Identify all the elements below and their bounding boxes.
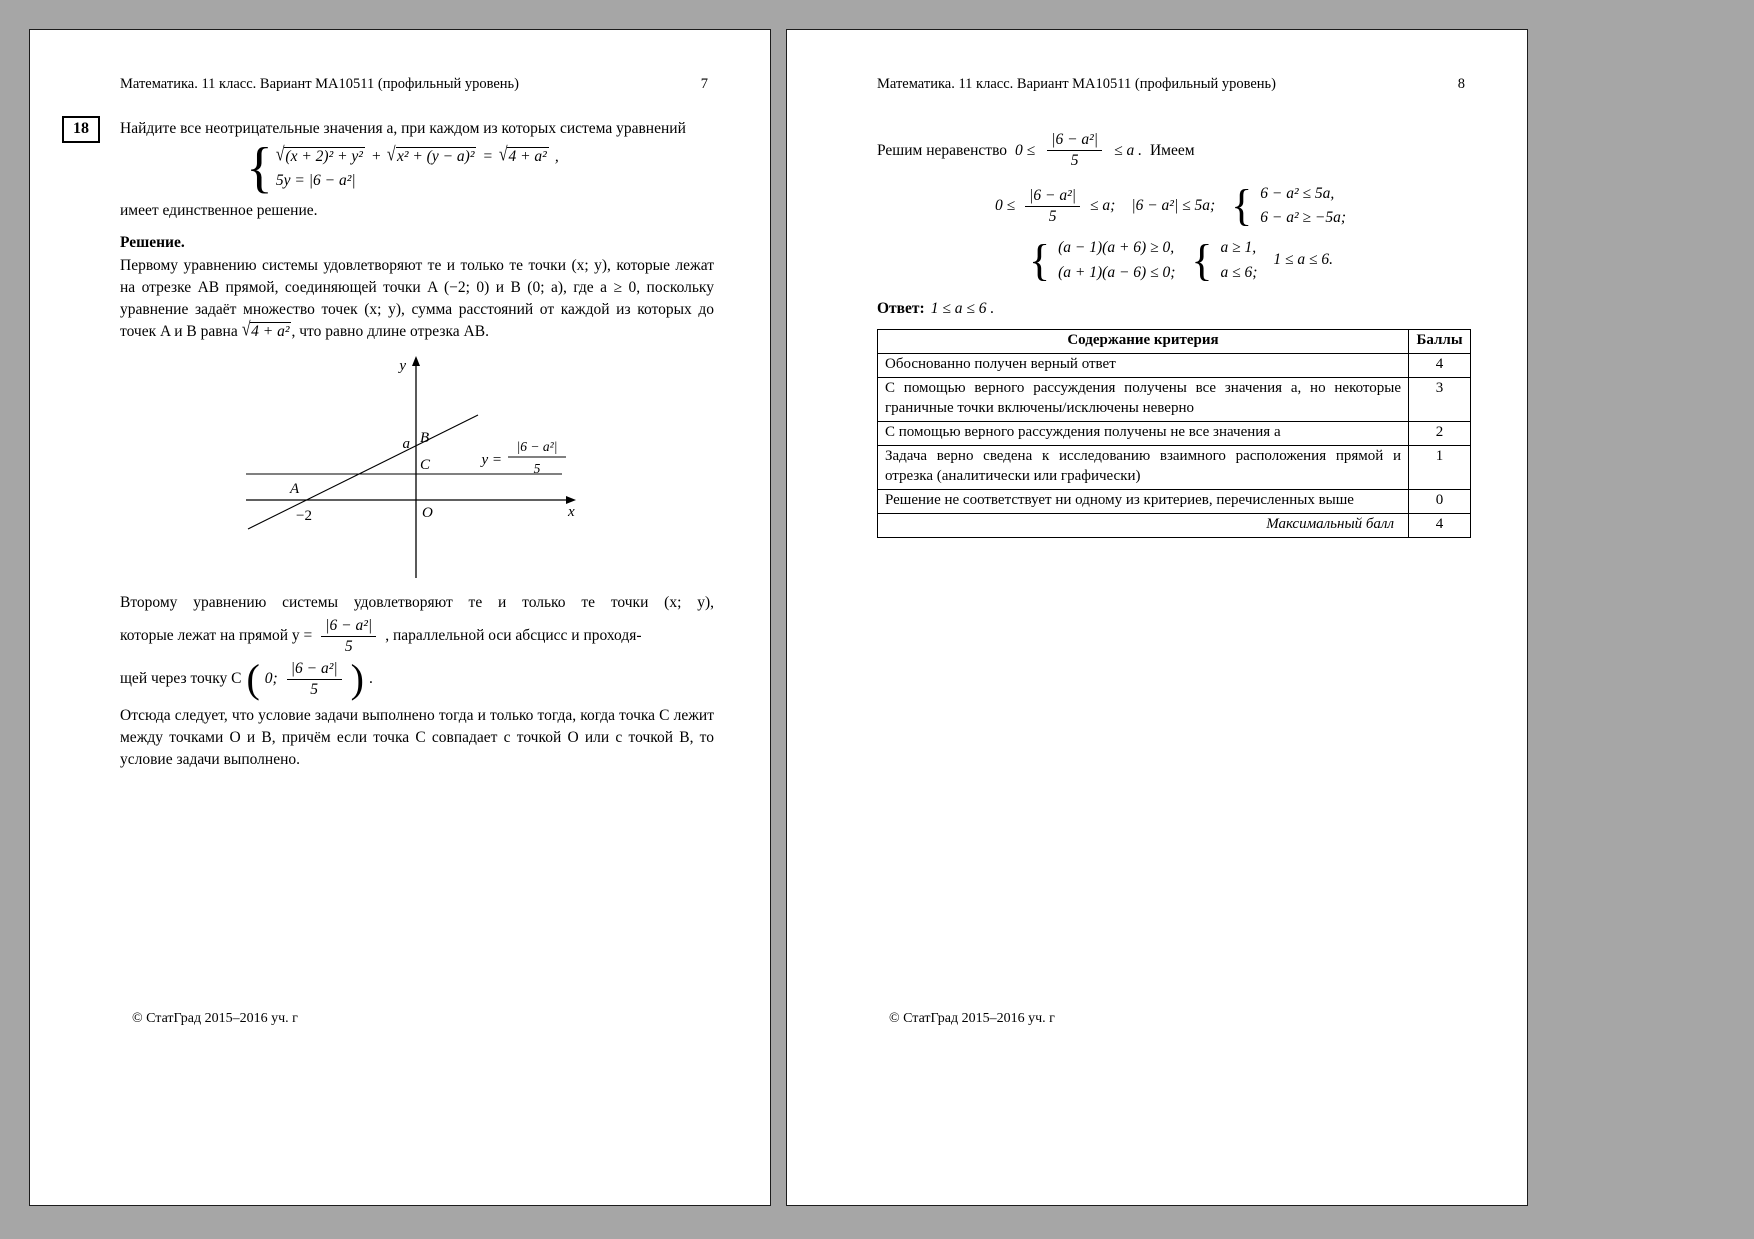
system-1-line-2: 6 − a² ≥ −5a; <box>1260 209 1346 227</box>
system-brace: { <box>1029 235 1051 285</box>
plus-sign: + <box>370 147 382 165</box>
radical-sign: √ <box>241 318 251 340</box>
fraction <box>1025 186 1080 227</box>
fraction-denominator: 5 <box>310 681 319 698</box>
radical-1 <box>275 143 365 168</box>
equals-sign: = <box>482 147 493 165</box>
system-3 <box>1191 237 1257 283</box>
page7-header <box>120 76 708 93</box>
criteria-column-header: Содержание критерия <box>878 330 1409 354</box>
page-8 <box>786 29 1528 1206</box>
inline-radical <box>241 318 292 340</box>
criterion-text: Решение не соответствует ни одному из критериев, перечисленных выше <box>878 489 1409 513</box>
max-score-value: 4 <box>1409 513 1471 537</box>
math-line-1 <box>995 183 1471 229</box>
table-row <box>878 489 1471 513</box>
paragraph-2-text-a: которые лежат на прямой y = <box>120 627 313 645</box>
fraction-denominator: 5 <box>344 638 353 656</box>
problem-number-box: 18 <box>62 116 100 143</box>
line-equation-prefix: y = <box>481 452 502 469</box>
page-number: 7 <box>700 76 708 92</box>
math-1a: 0 ≤ <box>995 197 1016 215</box>
paragraph-2-text-b: , параллельной оси абсцисс и проходя- <box>385 627 642 645</box>
radical-3 <box>498 143 549 168</box>
minus-two-label: −2 <box>296 508 312 525</box>
final-interval: 1 ≤ a ≤ 6. <box>1273 251 1334 269</box>
figure-labels <box>289 358 575 524</box>
system-2-line-2: (a + 1)(a − 6) ≤ 0; <box>1058 263 1176 281</box>
x-axis-label: x <box>568 504 575 521</box>
system-3-line-1: a ≥ 1, <box>1220 239 1257 257</box>
inequality-intro-line <box>877 130 1471 171</box>
page-number: 8 <box>1457 76 1465 92</box>
after-system-text: имеет единственное решение. <box>120 202 318 220</box>
criterion-score: 3 <box>1409 378 1471 422</box>
system-lines <box>275 143 559 192</box>
fraction-numerator: |6 − a²| <box>1047 130 1102 151</box>
criterion-score: 1 <box>1409 445 1471 489</box>
answer-label: Ответ: <box>877 299 925 317</box>
solution-paragraph-3: Отсюда следует, что условие задачи выполнено тогда и только тогда, когда точка C лежит между точками O и B, причём если точка C совпадает с точкой O или с точкой B, то условие задачи выполнено. <box>120 707 714 768</box>
paragraph-2-text-c: щей через точку C <box>120 670 242 688</box>
origin-label: O <box>422 505 433 522</box>
segment-line-ab <box>248 415 478 529</box>
a-value-label: a <box>402 436 410 453</box>
math-1b: ≤ a; <box>1090 197 1116 215</box>
inline-fraction <box>287 659 342 700</box>
problem-statement: Найдите все неотрицательные значения a, при каждом из которых система уравнений <box>120 120 686 137</box>
math-line-2 <box>1029 237 1471 283</box>
system-equation-1 <box>275 143 559 168</box>
line-equation-denominator: 5 <box>533 461 541 477</box>
intro-math-right: ≤ a . <box>1114 141 1142 159</box>
solution-paragraph-2 <box>120 592 714 699</box>
system-brace: { <box>1191 235 1213 285</box>
header-title: Математика. 11 класс. Вариант МА10511 (профильный уровень) <box>877 76 1276 92</box>
paragraph-2-line-1: Второму уравнению системы удовлетворяют те и только те точки (x; y), <box>120 594 714 612</box>
point-c-coordinates-x: 0; <box>264 670 278 688</box>
inequality-with-fraction <box>995 186 1115 227</box>
fraction-numerator: |6 − a²| <box>321 616 376 637</box>
point-b-label: B <box>420 430 430 447</box>
y-axis-label: y <box>399 358 406 375</box>
close-paren: ) <box>350 656 364 701</box>
paragraph-1-text-a: Первому уравнению системы удовлетворяют те и только те точки (x; y), которые лежат на отрезке AB прямой, соединяющей точки A (−2; 0) и B (0; a), где a ≥ 0, поскольку уравнение задаёт множество точек (x; y), сумма расстояний от каждой из которых до точек A и B равна <box>120 257 714 340</box>
coordinate-figure <box>244 352 714 584</box>
criterion-score: 4 <box>1409 354 1471 378</box>
criterion-text: С помощью верного рассуждения получены не все значения a <box>878 421 1409 445</box>
point-c-label: C <box>420 457 431 474</box>
max-score-row <box>878 513 1471 537</box>
criteria-table-header-row <box>878 330 1471 354</box>
system-3-lines <box>1220 237 1257 283</box>
criterion-text: С помощью верного рассуждения получены все значения a, но некоторые граничные точки включены/исключены неверно <box>878 378 1409 422</box>
criteria-table <box>877 329 1471 537</box>
system-brace: { <box>1231 181 1253 231</box>
system-2-lines <box>1058 237 1175 283</box>
system-3-line-2: a ≤ 6; <box>1220 263 1258 281</box>
line-equation-numerator: |6 − a²| <box>516 439 558 455</box>
page-7 <box>29 29 771 1206</box>
system-1-line-1: 6 − a² ≤ 5a, <box>1260 184 1335 202</box>
intro-math-left: 0 ≤ <box>1015 141 1036 159</box>
table-row <box>878 354 1471 378</box>
solution-heading: Решение. <box>120 233 185 251</box>
radicand-1: (x + 2)² + y² <box>285 147 363 165</box>
table-row <box>878 445 1471 489</box>
fraction-numerator: |6 − a²| <box>1025 186 1080 207</box>
open-paren: ( <box>246 656 260 701</box>
inline-fraction <box>321 616 376 657</box>
system-2-line-1: (a − 1)(a + 6) ≥ 0, <box>1058 239 1175 257</box>
max-score-label: Максимальный балл <box>878 513 1409 537</box>
page8-header <box>877 76 1465 93</box>
figure-svg <box>244 352 584 584</box>
table-row <box>878 378 1471 422</box>
comma: , <box>554 147 559 165</box>
radical-2 <box>387 143 476 168</box>
paragraph-2-line-2 <box>120 616 714 657</box>
abs-inequality: |6 − a²| ≤ 5a; <box>1131 197 1216 215</box>
criterion-text: Задача верно сведена к исследованию взаимного расположения прямой и отрезка (аналитически или графически) <box>878 445 1409 489</box>
criterion-text: Обоснованно получен верный ответ <box>878 354 1409 378</box>
system-equation-2: 5y = |6 − a²| <box>275 172 356 190</box>
radicand-2: x² + (y − a)² <box>396 147 475 165</box>
footer-copyright: © СтатГрад 2015–2016 уч. г <box>132 1011 298 1026</box>
equation-system <box>246 137 714 200</box>
answer-value: 1 ≤ a ≤ 6 . <box>930 299 995 317</box>
intro-text-b: Имеем <box>1149 141 1195 159</box>
radical-sign: √ <box>387 143 396 166</box>
system-1-lines <box>1260 183 1346 229</box>
system-1 <box>1231 183 1346 229</box>
x-axis-arrow <box>566 496 576 504</box>
y-axis-arrow <box>412 356 420 366</box>
page7-content <box>120 118 714 776</box>
system-2 <box>1029 237 1175 283</box>
intro-fraction <box>1047 130 1102 171</box>
answer-line <box>877 298 1471 320</box>
point-a-label: A <box>290 481 300 498</box>
fraction-denominator: 5 <box>1070 152 1079 170</box>
criterion-score: 0 <box>1409 489 1471 513</box>
period: . <box>368 670 373 688</box>
header-title: Математика. 11 класс. Вариант МА10511 (профильный уровень) <box>120 76 519 92</box>
table-row <box>878 421 1471 445</box>
paragraph-1-text-b: , что равно длине отрезка AB. <box>291 322 489 340</box>
solution-paragraph-1 <box>120 255 714 342</box>
criterion-score: 2 <box>1409 421 1471 445</box>
radical-sign: √ <box>498 143 508 166</box>
system-brace: { <box>246 137 273 200</box>
paragraph-2-line-3 <box>120 656 714 701</box>
intro-text: Решим неравенство <box>877 141 1008 159</box>
fraction-numerator: |6 − a²| <box>287 659 342 680</box>
inline-radicand: 4 + a² <box>251 322 290 340</box>
score-column-header: Баллы <box>1409 330 1471 354</box>
footer-copyright: © СтатГрад 2015–2016 уч. г <box>889 1011 1055 1026</box>
radicand-3: 4 + a² <box>508 147 547 165</box>
fraction-denominator: 5 <box>1048 207 1057 225</box>
radical-sign: √ <box>275 143 285 166</box>
page8-content <box>877 126 1471 538</box>
